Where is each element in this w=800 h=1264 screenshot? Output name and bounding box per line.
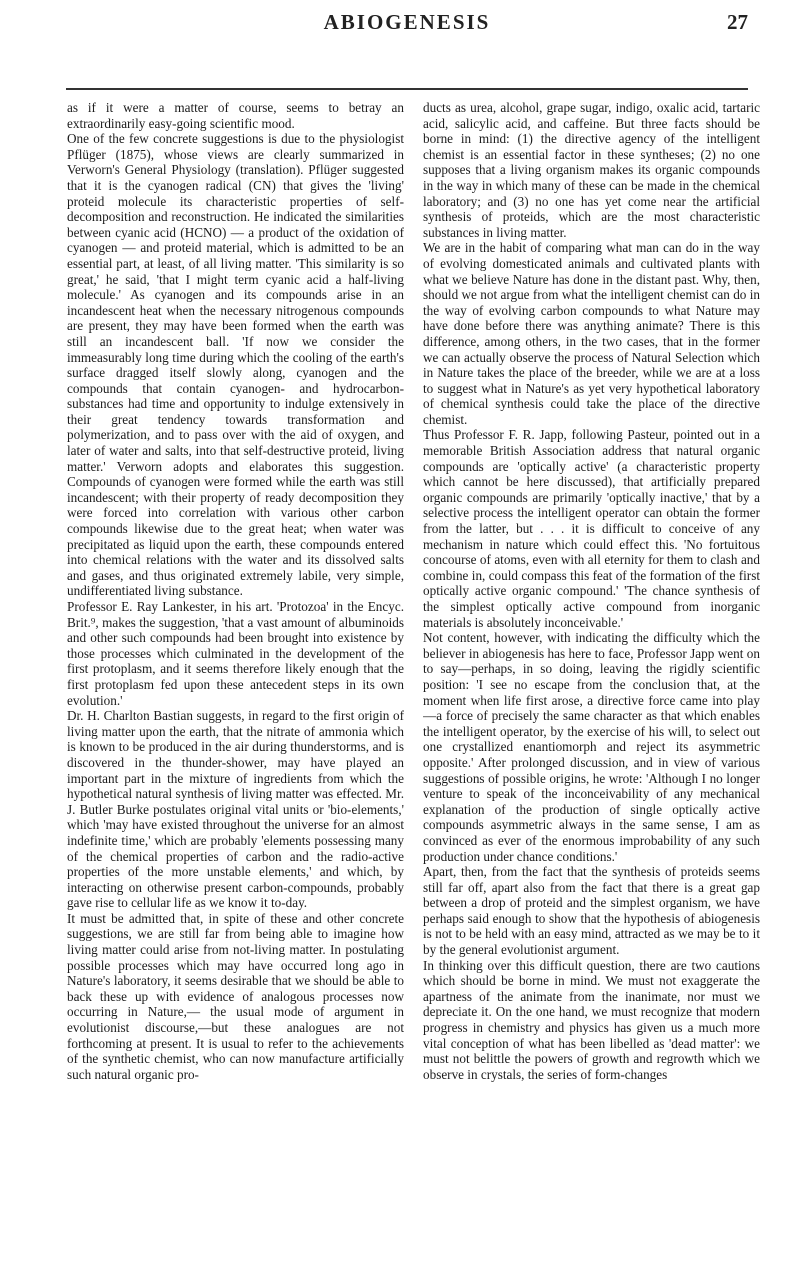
paragraph: as if it were a matter of course, seems to betray an extraordinarily easy-going scientific mood. [67, 100, 404, 131]
paragraph: Not content, however, with indicating the difficulty which the believer in abiogenesis has here to face, Professor Japp went on to say—perhaps, in so doing, leaving the rigidly scientific position: 'I see no escape from the conclusion that, at the moment when life first arose, a directive force came into play—a force of precisely the same character as that which enables the intelligent operator, by the exercise of his will, to select out one crystallized enantiomorph and reject its asymmetric opposite.' After prolonged discussion, and in view of various suggestions of possible origins, he wrote: 'Although I no longer venture to speak of the inconceivability of any mechanical explanation of the production of single optically active compounds asymmetric always in the same sense, I am as convinced as ever of the enormous improbability of any such production under chance conditions.' [423, 630, 760, 864]
paragraph: In thinking over this difficult question, there are two cautions which should be borne in mind. We must not exaggerate the apartness of the animate from the inanimate, nor must we depreciate it. On the one hand, we must recognize that modern progress in chemistry and physics has given us a much more vital conception of what has been libelled as 'dead matter': we must not belittle the powers of growth and regrowth which we observe in crystals, the series of form-changes [423, 957, 760, 1082]
left-column [67, 100, 404, 1256]
page-header [66, 0, 748, 100]
paragraph: Professor E. Ray Lankester, in his art. 'Protozoa' in the Encyc. Brit.⁹, makes the suggestion, 'that a vast amount of albuminoids and other such compounds had been brought into existence by those processes which culminated in the development of the first protoplasm, and it seems therefore likely enough that the first protoplasm fed upon these antecedent steps in its own evolution.' [67, 599, 404, 708]
running-head: ABIOGENESIS [323, 10, 491, 34]
paragraph: Thus Professor F. R. Japp, following Pasteur, pointed out in a memorable British Association address that natural organic compounds are 'optically active' (a characteristic property which cannot be here discussed), that artificially prepared organic compounds are primarily 'optically inactive,' that by a selective process the intelligent operator can obtain the former from the latter, but . . . it is difficult to conceive of any mechanism in nature which could effect this. 'No fortuitous concourse of atoms, even with all eternity for them to clash and combine in, could compass this feat of the formation of the first optically active organic compound.' 'The chance synthesis of the simplest optically active compound from inorganic materials is absolutely inconceivable.' [423, 427, 760, 630]
page-number: 27 [727, 10, 748, 34]
paragraph: ducts as urea, alcohol, grape sugar, indigo, oxalic acid, tartaric acid, salicylic acid, and caffeine. But three facts should be borne in mind: (1) the directive agency of the intelligent chemist is an essential factor in these syntheses; (2) no one supposes that a living organism makes its organic compounds in the way in which many of these can be made in the chemical laboratory; and (3) no one has yet come near the artificial synthesis of proteids, which are the most characteristic substances in living matter. [423, 100, 760, 240]
paragraph: It must be admitted that, in spite of these and other concrete suggestions, we are still far from being able to imagine how living matter could arise from not-living matter. In postulating possible processes which may have occurred long ago in Nature's laboratory, it seems desirable that we should be able to back these up with evidence of analogous processes now occurring in Nature,— the usual mode of argument in evolutionist discourse,—but these analogues are not forthcoming at present. It is usual to refer to the achievements of the synthetic chemist, who can now manufacture artificially such natural organic pro- [67, 910, 404, 1082]
paragraph: Apart, then, from the fact that the synthesis of proteids seems still far off, apart also from the fact that there is a great gap between a drop of proteid and the simplest organism, we have perhaps said enough to show that the hypothesis of abiogenesis is not to be held with an easy mind, attracted as we may be to it by the general evolutionist argument. [423, 864, 760, 958]
header-rule [66, 88, 748, 90]
right-column [423, 100, 760, 1256]
paragraph: We are in the habit of comparing what man can do in the way of evolving domesticated animals and cultivated plants with what we believe Nature has done in the distant past. Why, then, should we not argue from what the intelligent chemist can do in the way of evolving carbon compounds to what Nature may have done before there was anything animate? There is this difference, among others, in the two cases, that in the former we can actually observe the process of Natural Selection which in Nature takes the place of the breeder, while we are at a loss to suggest what in Nature's as yet very hypothetical laboratory of chemical synthesis could take the place of the directive chemist. [423, 240, 760, 427]
paragraph: Dr. H. Charlton Bastian suggests, in regard to the first origin of living matter upon the earth, that the nitrate of ammonia which is known to be produced in the air during thunderstorms, and is discovered in the thunder-shower, may have played an important part in the mixture of ingredients from which the hypothetical natural synthesis of living matter was effected. Mr. J. Butler Burke postulates original vital units or 'bio-elements,' which 'may have existed throughout the universe for an almost indefinite time,' which are probably 'elements possessing many of the chemical properties of carbon and the radio-active properties of the more unstable elements,' and which, by interacting on otherwise present carbon-compounds, probably gave rise to cellular life as we know it to-day. [67, 708, 404, 911]
paragraph: One of the few concrete suggestions is due to the physiologist Pflüger (1875), whose views are clearly summarized in Verworn's General Physiology (translation). Pflüger suggested that it is the cyanogen radical (CN) that gives the 'living' proteid molecule its characteristic properties of self-decomposition and reconstruction. He indicated the similarities between cyanic acid (HCNO) — a product of the oxidation of cyanogen — and proteid material, which is admitted to be an essential part, at least, of all living matter. 'This similarity is so great,' he said, 'that I might term cyanic acid a half-living molecule.' As cyanogen and its compounds arise in an incandescent heat when the necessary nitrogenous compounds are present, they may have been formed when the earth was still an incandescent ball. 'If now we consider the immeasurably long time during which the cooling of the earth's surface dragged itself slowly along, cyanogen and the compounds that contain cyanogen- and hydrocarbon- substances had time and opportunity to indulge extensively in their great tendency towards transformation and polymerization, and to pass over with the aid of oxygen, and later of water and salts, into that self-destructive proteid, living matter.' Verworn adopts and elaborates this suggestion. Compounds of cyanogen were formed while the earth was still incandescent; with their property of ready decomposition they were forced into correlation with various other carbon compounds likewise due to the great heat; when water was precipitated as liquid upon the earth, these compounds entered into chemical relations with the water and its dissolved salts and gases, and thus originated extremely labile, very simple, undifferentiated living substance. [67, 131, 404, 599]
